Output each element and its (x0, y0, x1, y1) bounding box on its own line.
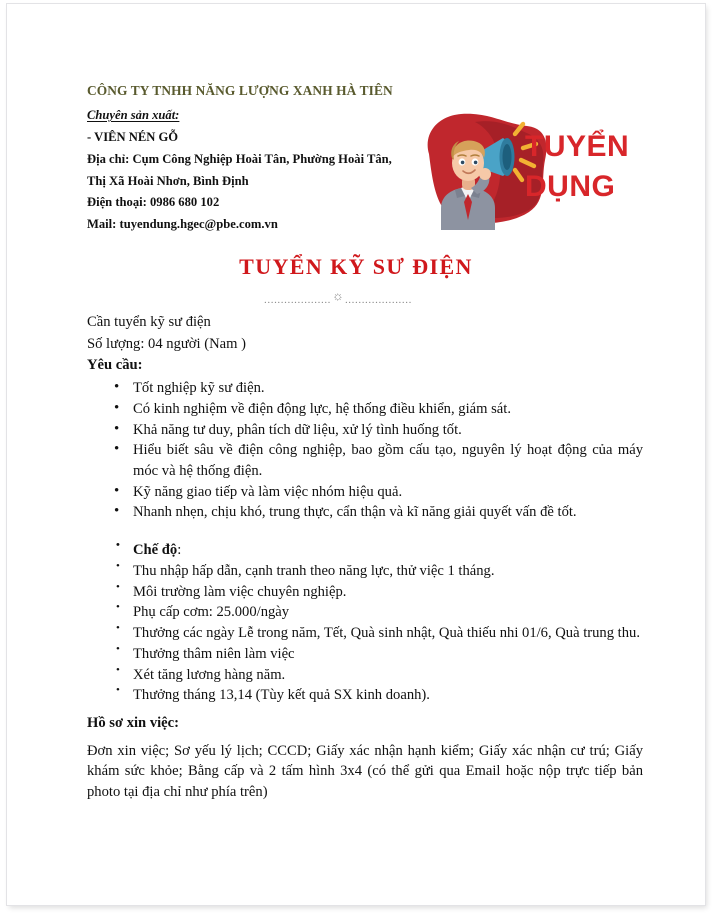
divider-dots-right: .................... (344, 293, 412, 306)
list-item: • Thưởng thâm niên làm việc (87, 644, 643, 665)
list-item: • Thưởng các ngày Lễ trong năm, Tết, Quà sinh nhật, Quà thiếu nhi 01/6, Quà trung thu. (87, 623, 643, 644)
list-item: • Môi trường làm việc chuyên nghiệp. (87, 582, 643, 603)
phone-line: Điện thoại: 0986 680 102 (87, 195, 220, 210)
list-item: • Tốt nghiệp kỹ sư điện. (87, 378, 643, 399)
divider-dots-left: .................... (264, 293, 332, 306)
svg-text:DỤNG: DỤNG (525, 170, 616, 203)
list-item: • Xét tăng lương hàng năm. (87, 665, 643, 686)
specialty-label: Chuyên sản xuất: (87, 108, 180, 123)
sun-icon: ☼ (332, 287, 344, 303)
document-page (7, 4, 705, 905)
title-block (7, 254, 705, 305)
address-line-1: Địa chỉ: Cụm Công Nghiệp Hoài Tân, Phường Hoài Tân, (87, 152, 392, 167)
section-gap (87, 523, 643, 540)
benefits-heading-colon: : (177, 542, 182, 559)
intro-line-2: Số lượng: 04 người (Nam ) (87, 335, 246, 352)
mail-line: Mail: tuyendung.hgec@pbe.com.vn (87, 217, 278, 232)
benefits-heading-item (87, 540, 643, 561)
address-line-2: Thị Xã Hoài Nhơn, Bình Định (87, 173, 249, 188)
application-docs-heading: Hồ sơ xin việc: (87, 714, 179, 731)
list-item: • Kỹ năng giao tiếp và làm việc nhóm hiệu quả. (87, 482, 643, 503)
body-content (87, 312, 643, 803)
page-content (7, 4, 705, 905)
application-docs-paragraph: Đơn xin việc; Sơ yếu lý lịch; CCCD; Giấy xác nhận hạnh kiểm; Giấy xác nhận cư trú; Giấy khám sức khỏe; Bằng cấp và 2 tấm hình 3x4 (có thể gửi qua Email hoặc nộp trực tiếp bản photo tại địa chỉ như phía trên) (87, 742, 643, 801)
list-item: • Thưởng tháng 13,14 (Tùy kết quả SX kinh doanh). (87, 685, 643, 706)
page-title: TUYỂN KỸ SƯ ĐIỆN (239, 254, 473, 279)
benefits-list (87, 540, 643, 706)
svg-text:TUYỂN: TUYỂN (525, 130, 630, 163)
list-item: • Nhanh nhẹn, chịu khó, trung thực, cẩn thận và kĩ năng giải quyết vấn đề tốt. (87, 502, 643, 523)
company-name: CÔNG TY TNHH NĂNG LƯỢNG XANH HÀ TIÊN (87, 83, 393, 98)
product-line: - VIÊN NÉN GỖ (87, 129, 179, 144)
requirements-list (87, 378, 643, 523)
intro-line-1: Cần tuyển kỹ sư điện (87, 314, 211, 330)
list-item: • Thu nhập hấp dẫn, cạnh tranh theo năng lực, thử việc 1 tháng. (87, 561, 643, 582)
title-divider (0, 287, 687, 305)
list-item: • Phụ cấp cơm: 25.000/ngày (87, 602, 643, 623)
list-item: • Khả năng tư duy, phân tích dữ liệu, xử lý tình huống tốt. (87, 420, 643, 441)
recruitment-logo (419, 108, 641, 230)
benefits-heading-label: Chế độ (133, 542, 178, 559)
list-item: • Có kinh nghiệm về điện động lực, hệ thống điều khiển, giám sát. (87, 399, 643, 420)
requirements-heading: Yêu cầu: (87, 357, 143, 374)
list-item: • Hiểu biết sâu về điện công nghiệp, bao gồm cấu tạo, nguyên lý hoạt động của máy móc và hệ thống điện. (87, 440, 643, 481)
